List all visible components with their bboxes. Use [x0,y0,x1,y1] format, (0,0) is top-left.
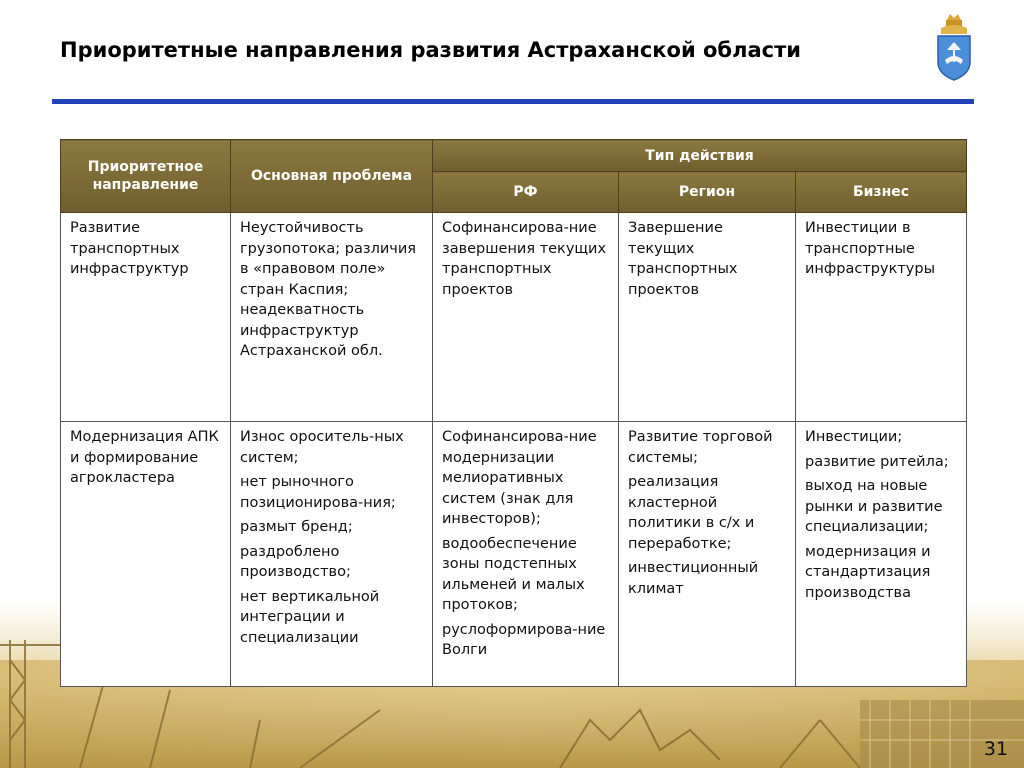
cell-business [796,213,967,422]
coat-of-arms-icon [933,12,975,84]
cell-text: раздроблено производство; [240,543,351,580]
cell-priority [61,213,231,422]
cell-region [619,213,796,422]
title-divider [52,99,974,104]
cell-text: Софинансирова-ние модернизации мелиоративных систем (знак для инвесторов); [442,429,597,527]
cell-text: инвестиционный климат [628,560,759,597]
cell-rf [433,422,619,687]
cell-text: нет вертикальной интеграции и специализации [240,588,380,646]
cell-problem [231,213,433,422]
header-business: Бизнес [796,172,967,213]
cell-text: Софинансирова-ние завершения текущих транспортных проектов [442,220,607,298]
cell-text: Завершение текущих транспортных проектов [628,220,738,298]
header-priority: Приоритетное направление [61,140,231,213]
header-region: Регион [619,172,796,213]
cell-text: Износ ороситель-ных систем; [240,429,404,466]
cell-text: Инвестиции; [805,429,903,445]
cell-business [796,422,967,687]
header-problem: Основная проблема [231,140,433,213]
cell-text: нет рыночного позиционирова-ния; [240,474,396,511]
cell-text: размыт бренд; [240,519,353,535]
cell-text: развитие ритейла; [805,453,949,470]
page-number: 31 [983,738,1008,760]
cell-rf [433,213,619,422]
header-rf: РФ [433,172,619,213]
cell-text: водообеспечение зоны подстепных ильменей и малых протоков; [442,535,585,613]
cell-text: Неустойчивость грузопотока; различия в «правовом поле» стран Каспия; неадекватность инфраструктур Астраханской обл. [240,220,416,359]
cell-text: реализация кластерной политики в с/х и переработке; [628,474,755,552]
page-title: Приоритетные направления развития Астраханской области [60,38,801,62]
cell-text: руслоформирова-ние Волги [442,621,606,658]
cell-text: модернизация и стандартизация производства [805,543,931,601]
cell-text: Развитие торговой системы; [628,429,773,466]
priority-table [60,139,967,687]
cell-priority [61,422,231,687]
table-row [61,213,967,422]
cell-region [619,422,796,687]
cell-text: Развитие транспортных инфраструктур [70,220,189,277]
cell-problem [231,422,433,687]
header-action-type: Тип действия [433,140,967,172]
table-row [61,422,967,687]
cell-text: выход на новые рынки и развитие специализации; [805,478,943,535]
cell-text: Инвестиции в транспортные инфраструктуры [805,220,936,277]
cell-text: Модернизация АПК и формирование агрокластера [70,429,219,486]
